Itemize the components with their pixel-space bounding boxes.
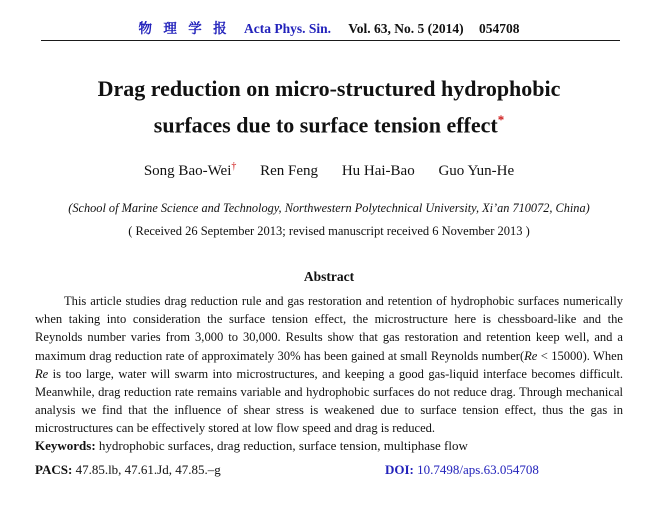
volume-issue-info: Vol. 63, No. 5 (2014)	[348, 21, 464, 36]
received-dates-line: ( Received 26 September 2013; revised manuscript received 6 November 2013 )	[128, 224, 530, 238]
pacs-codes: 47.85.lb, 47.61.Jd, 47.85.–g	[75, 462, 221, 477]
title-line-2: surfaces due to surface tension effect	[153, 112, 498, 138]
journal-name-chinese: 物 理 学 报	[138, 21, 231, 36]
journal-name-english: Acta Phys. Sin.	[244, 21, 332, 36]
journal-header	[0, 17, 658, 37]
pacs-doi-row	[35, 462, 623, 478]
pacs-group	[35, 462, 221, 477]
keywords-line	[35, 438, 623, 454]
abstract-section	[35, 269, 623, 438]
affiliation-line: (School of Marine Science and Technology, Northwestern Polytechnical University, Xi’an 710072, China)	[68, 201, 590, 215]
paper-title	[0, 73, 658, 140]
author-1-marker: †	[231, 161, 237, 172]
author-2: Ren Feng	[260, 163, 319, 179]
author-1: Song Bao-Wei†	[143, 161, 237, 179]
keywords-label: Keywords:	[35, 438, 96, 453]
article-number: 054708	[478, 21, 520, 36]
abstract-heading: Abstract	[303, 269, 355, 284]
author-3: Hu Hai-Bao	[341, 163, 415, 179]
doi-group	[385, 462, 539, 478]
doi-label: DOI:	[385, 462, 414, 477]
keywords-text: hydrophobic surfaces, drag reduction, surface tension, multiphase flow	[98, 438, 468, 453]
author-4: Guo Yun-He	[438, 163, 515, 179]
authors-line	[0, 161, 658, 180]
title-footnote-marker: *	[497, 112, 505, 127]
doi-link[interactable]: 10.7498/aps.63.054708	[417, 462, 539, 477]
header-rule	[41, 40, 620, 41]
title-line-1: Drag reduction on micro-structured hydrophobic	[97, 76, 561, 101]
pacs-label: PACS:	[35, 462, 73, 477]
abstract-body: This article studies drag reduction rule and gas restoration and retention of hydrophobic surfaces numerically when taking into consideration the surface tension effect, the microstructure here is chessboard-like and the Reynolds number varies from 3,000 to 30,000. Results show that gas restoration and retention keep well, and a maximum drag reduction rate of approximately 30% has been gained at small Reynolds number(Re < 15000). When Re is too large, water will swarm into microstructures, and keeping a good gas-liquid interface becomes difficult. Meanwhile, drag reduction rate remains variable and hydrophobic surfaces do not reduce drag. Through mechanical analysis we find that the influence of shear stress is weakened due to surface tension effect, thus the gas in microstructures can be effectively stored at low flow speed and drag is reduced.	[35, 294, 623, 436]
